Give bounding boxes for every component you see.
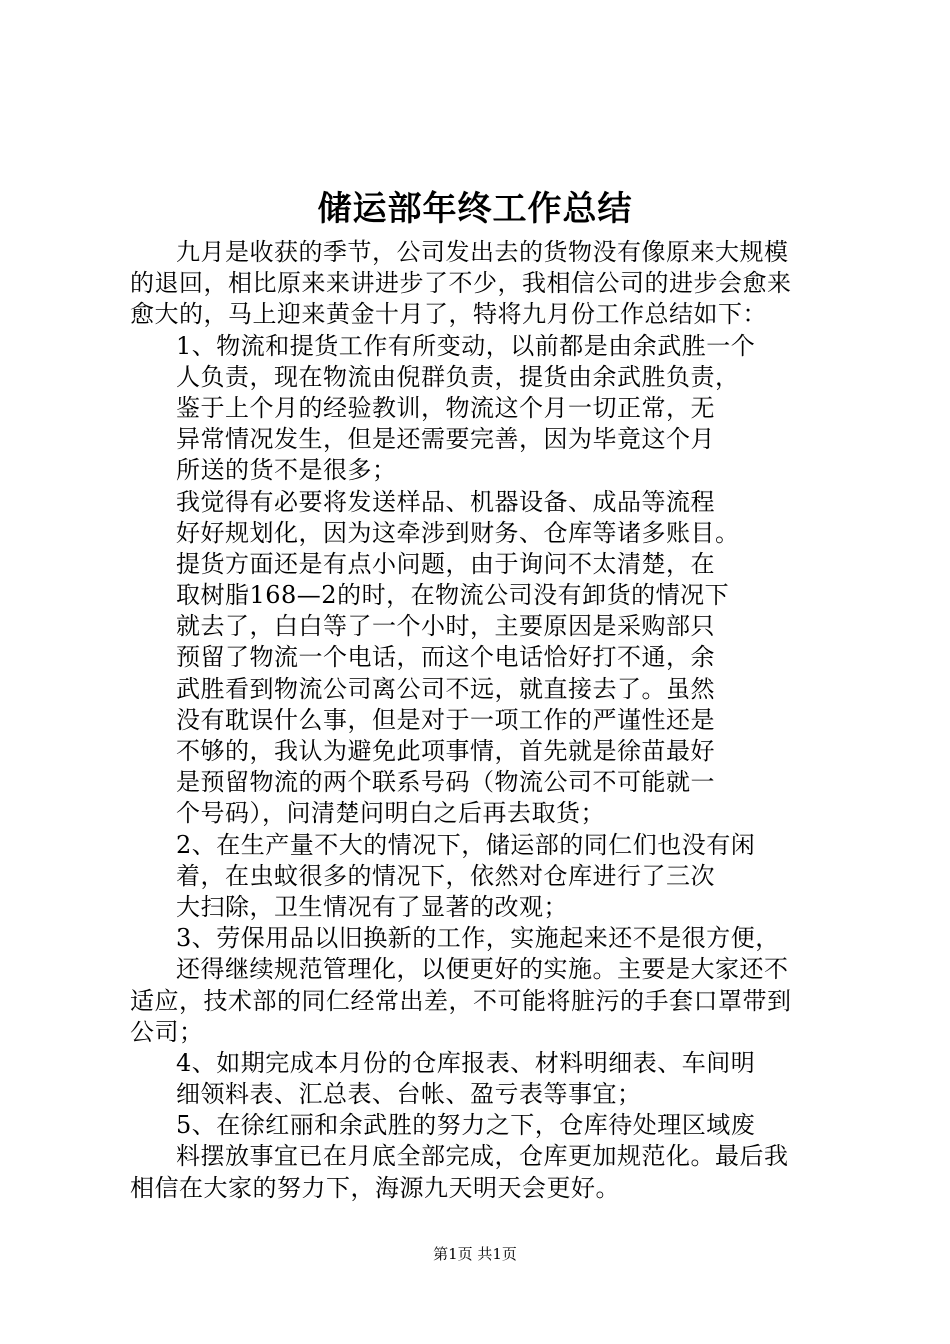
body-line: 个号码），问清楚问明白之后再去取货； xyxy=(176,799,605,828)
body-line: 的退回，相比原来来讲进步了不少，我相信公司的进步会愈来 xyxy=(130,269,792,298)
document-title: 储运部年终工作总结 xyxy=(317,189,633,229)
document-body xyxy=(130,237,830,1204)
body-line: 愈大的，马上迎来黄金十月了，特将九月份工作总结如下： xyxy=(130,300,767,329)
body-line: 公司； xyxy=(130,1017,204,1046)
body-line: 2、在生产量不大的情况下，储运部的同仁们也没有闲 xyxy=(176,830,756,859)
body-line: 人负责，现在物流由倪群负责，提货由余武胜负责， xyxy=(176,362,740,391)
body-line: 提货方面还是有点小问题，由于询问不太清楚，在 xyxy=(176,549,715,578)
body-line: 预留了物流一个电话，而这个电话恰好打不通，余 xyxy=(176,643,715,672)
body-line: 料摆放事宜已在月底全部完成，仓库更加规范化。最后我 xyxy=(176,1142,789,1171)
body-line: 我觉得有必要将发送样品、机器设备、成品等流程 xyxy=(176,487,715,516)
body-line: 九月是收获的季节，公司发出去的货物没有像原来大规模 xyxy=(176,238,789,266)
body-line: 好好规划化，因为这牵涉到财务、仓库等诸多账目。 xyxy=(176,518,740,547)
body-line: 相信在大家的努力下，海源九天明天会更好。 xyxy=(130,1173,620,1202)
body-line: 所送的货不是很多； xyxy=(176,456,397,485)
body-line: 5、在徐红丽和余武胜的努力之下，仓库待处理区域废 xyxy=(176,1111,756,1140)
body-line: 没有耽误什么事，但是对于一项工作的严谨性还是 xyxy=(176,705,715,734)
body-line: 取树脂168—2的时，在物流公司没有卸货的情况下 xyxy=(176,581,730,610)
body-line: 是预留物流的两个联系号码（物流公司不可能就一 xyxy=(176,768,715,797)
body-line: 适应，技术部的同仁经常出差，不可能将脏污的手套口罩带到 xyxy=(130,986,792,1015)
body-line: 鉴于上个月的经验教训，物流这个月一切正常，无 xyxy=(176,393,715,422)
body-line: 不够的，我认为避免此项事情，首先就是徐苗最好 xyxy=(176,737,715,765)
body-line: 还得继续规范管理化，以便更好的实施。主要是大家还不 xyxy=(176,955,789,984)
body-line: 3、劳保用品以旧换新的工作，实施起来还不是很方便， xyxy=(176,924,780,953)
body-line: 着，在虫蚊很多的情况下，依然对仓库进行了三次 xyxy=(176,861,715,890)
body-line: 就去了，白白等了一个小时，主要原因是采购部只 xyxy=(176,612,715,641)
body-line: 4、如期完成本月份的仓库报表、材料明细表、车间明 xyxy=(176,1048,756,1077)
body-line: 武胜看到物流公司离公司不远，就直接去了。虽然 xyxy=(176,674,715,703)
page-footer: 第1页 共1页 xyxy=(433,1245,517,1263)
body-line: 细领料表、汇总表、台帐、盈亏表等事宜； xyxy=(176,1080,642,1109)
body-line: 异常情况发生，但是还需要完善，因为毕竟这个月 xyxy=(176,425,715,454)
body-line: 1、物流和提货工作有所变动，以前都是由余武胜一个 xyxy=(176,331,756,360)
body-line: 大扫除，卫生情况有了显著的改观； xyxy=(176,892,568,921)
